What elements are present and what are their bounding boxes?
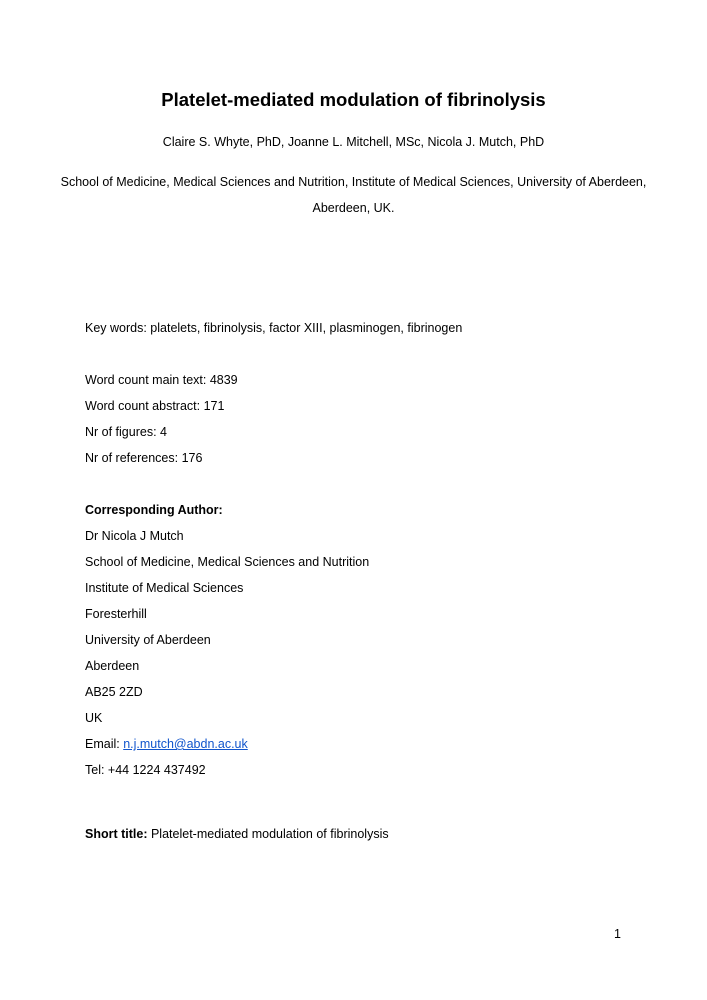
address-line: University of Aberdeen — [85, 633, 211, 647]
word-count-main: Word count main text: 4839 — [85, 373, 238, 387]
figure-count: Nr of figures: 4 — [85, 425, 167, 439]
corresponding-author-name: Dr Nicola J Mutch — [85, 529, 184, 543]
address-line: Foresterhill — [85, 607, 147, 621]
address-line: Aberdeen — [85, 659, 140, 673]
address-line: Institute of Medical Sciences — [85, 581, 244, 595]
telephone: Tel: +44 1224 437492 — [85, 763, 206, 777]
address-line: School of Medicine, Medical Sciences and Nutrition — [85, 555, 370, 569]
address-line: UK — [85, 711, 103, 725]
page-number: 1 — [614, 927, 621, 941]
email-label: Email: — [85, 737, 124, 751]
paper-title: Platelet-mediated modulation of fibrinolysis — [161, 89, 546, 110]
reference-count: Nr of references: 176 — [85, 451, 203, 465]
affiliation: School of Medicine, Medical Sciences and Nutrition, Institute of Medical Sciences, University of Aberdeen, Aberdeen, UK. — [60, 175, 647, 215]
short-title-label: Short title: — [85, 827, 148, 841]
email-link[interactable]: n.j.mutch@abdn.ac.uk — [123, 737, 248, 751]
short-title-value: Platelet-mediated modulation of fibrinolysis — [147, 827, 389, 841]
address-line: AB25 2ZD — [85, 685, 143, 699]
keywords: Key words: platelets, fibrinolysis, factor XIII, plasminogen, fibrinogen — [85, 321, 463, 335]
email-line — [85, 737, 248, 751]
author-list: Claire S. Whyte, PhD, Joanne L. Mitchell, MSc, Nicola J. Mutch, PhD — [162, 135, 545, 149]
word-count-abstract: Word count abstract: 171 — [85, 399, 225, 413]
short-title-line — [85, 827, 389, 841]
corresponding-author-heading: Corresponding Author: — [85, 503, 223, 517]
